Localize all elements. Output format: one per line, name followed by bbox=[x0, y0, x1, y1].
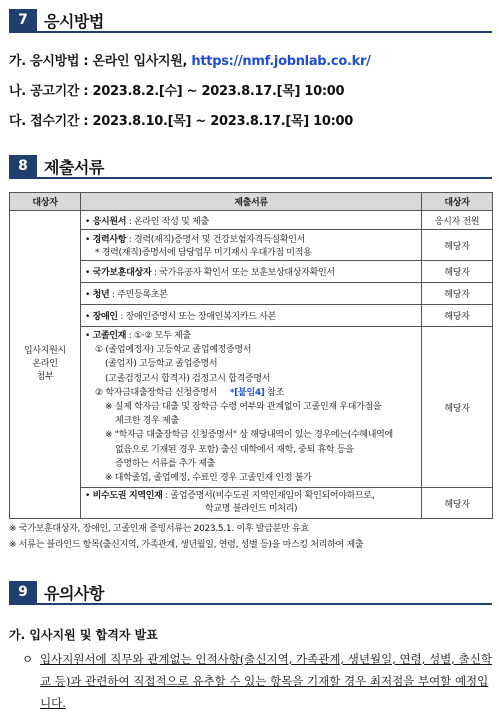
doc-note: 없음으로 기재된 경우 포함) 출신 대학에서 재학, 중퇴 휴학 등을 bbox=[115, 444, 354, 455]
table-row bbox=[10, 327, 493, 488]
bullet: • bbox=[85, 331, 91, 341]
doc-title: 국가보훈대상자 bbox=[92, 268, 152, 278]
doc-line: (졸업자) 고등학교 졸업증명서 bbox=[105, 359, 218, 370]
doc-cell bbox=[81, 230, 422, 261]
applicability-cell: 응시자 전원 bbox=[422, 211, 493, 230]
section-8-header bbox=[9, 155, 104, 177]
doc-note: 증명하는 서류를 추가 제출 bbox=[115, 458, 216, 469]
section-number: 8 bbox=[9, 155, 37, 177]
applicability-cell: 해당자 bbox=[422, 327, 493, 488]
section-title: 유의사항 bbox=[44, 583, 104, 603]
section-divider bbox=[9, 177, 492, 179]
doc-desc: : 주민등록초본 bbox=[109, 290, 168, 300]
doc-note: ※ 대학졸업, 졸업예정, 수료인 경우 고졸인재 인정 불가 bbox=[105, 473, 312, 484]
table-header-row bbox=[10, 193, 493, 211]
doc-title: 고졸인재 bbox=[92, 331, 127, 341]
bullet: • bbox=[85, 312, 91, 322]
footnote: ※ 서류는 블라인드 항목(출신지역, 가족관계, 생년월일, 연령, 성별 등)을 마스킹 처리하여 제출 bbox=[9, 540, 364, 550]
subsection-title: 가. 입사지원 및 합격자 발표 bbox=[9, 628, 158, 642]
applicability-cell: 해당자 bbox=[422, 305, 493, 327]
table-row bbox=[10, 305, 493, 327]
doc-cell bbox=[81, 327, 422, 488]
doc-note: 체크한 경우 제출 bbox=[115, 416, 179, 427]
bullet: • bbox=[85, 216, 91, 227]
application-method bbox=[9, 50, 371, 69]
target-label-line: 입사지원시 bbox=[24, 346, 66, 357]
applicability-cell: 해당자 bbox=[422, 283, 493, 305]
target-label-line: 온라인 bbox=[32, 359, 58, 370]
notice-paragraph bbox=[22, 648, 492, 714]
section-divider bbox=[9, 603, 492, 605]
section-7-header bbox=[9, 9, 104, 31]
notice-period: 나. 공고기간 : 2023.8.2.[수] ~ 2023.8.17.[목] 10:00 bbox=[9, 84, 345, 99]
doc-desc: 학교명 블라인드 미처리) bbox=[205, 504, 298, 515]
target-label-line: 첨부 bbox=[36, 372, 54, 383]
footnote: ※ 국가보훈대상자, 장애인, 고졸인재 증빙서류는 2023.5.1. 이후 발급분만 유효 bbox=[9, 524, 309, 534]
doc-title: 응시원서 bbox=[92, 216, 127, 227]
section-divider bbox=[9, 31, 492, 33]
doc-line: ① (졸업예정자) 고등학교 졸업예정증명서 bbox=[95, 345, 252, 356]
header-documents: 제출서류 bbox=[81, 193, 422, 211]
header-target: 대상자 bbox=[10, 193, 81, 211]
doc-title: 청년 bbox=[92, 290, 110, 300]
applicability-cell: 해당자 bbox=[422, 261, 493, 283]
doc-desc: : 경력(재직)증명서 및 건강보험자격득실확인서 bbox=[126, 235, 306, 245]
doc-cell bbox=[81, 305, 422, 327]
doc-note: ※ 실제 학자금 대출 및 장학금 수령 여부와 관계없이 고졸인재 우대가점을 bbox=[105, 402, 382, 413]
section-number: 9 bbox=[9, 581, 37, 603]
doc-line: (고졸검정고시 합격자) 검정고시 합격증명서 bbox=[105, 373, 271, 384]
doc-desc: : 장애인증명서 또는 장애인복지카드 사본 bbox=[117, 312, 277, 322]
target-cell bbox=[10, 211, 81, 519]
table-row bbox=[10, 488, 493, 519]
bullet: • bbox=[85, 290, 91, 300]
doc-desc: : 국가유공자 확인서 또는 보훈보상대상자확인서 bbox=[151, 268, 335, 278]
table-row bbox=[10, 211, 493, 230]
section-number: 7 bbox=[9, 9, 37, 31]
section-title: 응시방법 bbox=[44, 11, 104, 31]
table-row bbox=[10, 283, 493, 305]
header-target-right: 대상자 bbox=[422, 193, 493, 211]
doc-cell bbox=[81, 211, 422, 230]
table-row bbox=[10, 261, 493, 283]
documents-table bbox=[9, 192, 493, 519]
doc-title: 비수도권 지역인재 bbox=[92, 491, 163, 502]
bullet-mark: ㅇ bbox=[22, 652, 34, 666]
doc-cell bbox=[81, 283, 422, 305]
doc-cell bbox=[81, 488, 422, 519]
bullet: • bbox=[85, 235, 91, 245]
receipt-period: 다. 접수기간 : 2023.8.10.[목] ~ 2023.8.17.[목] 10:00 bbox=[9, 114, 354, 129]
doc-cell bbox=[81, 261, 422, 283]
applicability-cell: 해당자 bbox=[422, 488, 493, 519]
method-label: 가. 응시방법 : 온라인 입사지원, bbox=[9, 54, 192, 69]
doc-note: ※ "학자금 대출장학금 신청증명서" 상 해당내역이 있는 경우에는(수혜내역에 bbox=[105, 430, 393, 441]
apply-link[interactable]: https://nmf.jobnlab.co.kr/ bbox=[191, 54, 371, 69]
notice-text: 입사지원서에 직무와 관계없는 인적사항(출신지역, 가족관계, 생년월일, 연령, 성별, 출신학교 등)과 관련하여 직접적으로 유추할 수 있는 항목을 기재할 경우 최저점을 부여할 예정입니다. bbox=[40, 652, 492, 710]
attachment-reference: *[붙임4] bbox=[229, 387, 265, 398]
doc-title: 경력사항 bbox=[92, 235, 127, 245]
table-row bbox=[10, 230, 493, 261]
doc-note: * 경력(재직)증명서에 담당업무 미기재시 우대가점 미적용 bbox=[95, 248, 312, 258]
doc-desc: : 졸업증명서(비수도권 지역인재임이 확인되어야하므로, bbox=[162, 491, 375, 502]
bullet: • bbox=[85, 491, 91, 502]
doc-desc: : 온라인 작성 및 제출 bbox=[126, 216, 209, 227]
section-9-header bbox=[9, 581, 104, 603]
doc-line: ② 학자금대출장학금 신청증명서 *[붙임4] 참조 bbox=[95, 387, 284, 398]
doc-desc: : ①·② 모두 제출 bbox=[126, 331, 191, 341]
section-title: 제출서류 bbox=[44, 157, 104, 177]
doc-title: 장애인 bbox=[92, 312, 118, 322]
bullet: • bbox=[85, 268, 91, 278]
applicability-cell: 해당자 bbox=[422, 230, 493, 261]
